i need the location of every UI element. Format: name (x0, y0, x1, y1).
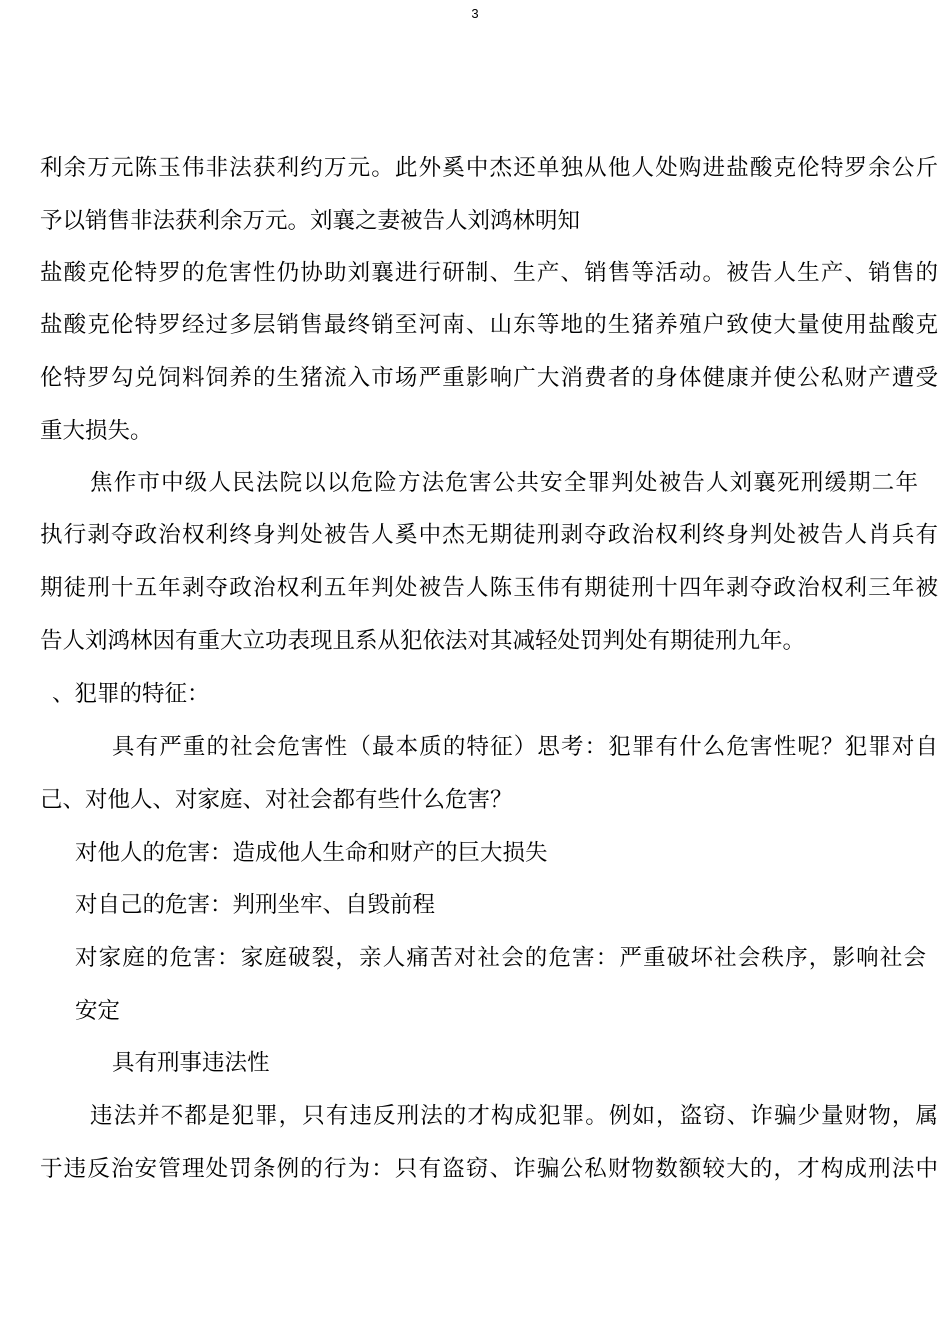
text-line: 执行剥夺政治权利终身判处被告人奚中杰无期徒刑剥夺政治权利终身判处被告人肖兵有 (40, 522, 938, 548)
text-line: 伦特罗勾兑饲料饲养的生猪流入市场严重影响广大消费者的身体健康并使公私财产遭受 (40, 365, 938, 391)
text-line: 告人刘鸿林因有重大立功表现且系从犯依法对其减轻处罚判处有期徒刑九年。 (40, 628, 806, 654)
text-line: 利余万元陈玉伟非法获利约万元。此外奚中杰还单独从他人处购进盐酸克伦特罗余公斤 (40, 155, 938, 181)
text-line: 己、对他人、对家庭、对社会都有些什么危害？ (40, 787, 513, 813)
text-line: 重大损失。 (40, 418, 153, 444)
text-line: 对家庭的危害：家庭破裂，亲人痛苦对社会的危害：严重破坏社会秩序，影响社会 (75, 945, 926, 971)
section-heading: 、犯罪的特征： (52, 681, 210, 707)
text-line: 期徒刑十五年剥夺政治权利五年判处被告人陈玉伟有期徒刑十四年剥夺政治权利三年被 (40, 575, 938, 601)
page-number: 3 (471, 6, 479, 21)
text-line: 对自己的危害：判刑坐牢、自毁前程 (75, 892, 436, 918)
text-line: 于违反治安管理处罚条例的行为：只有盗窃、诈骗公私财物数额较大的，才构成刑法中 (40, 1156, 938, 1182)
text-line: 予以销售非法获利余万元。刘襄之妻被告人刘鸿林明知 (40, 208, 581, 234)
text-line: 安定 (75, 998, 121, 1024)
text-line: 盐酸克伦特罗经过多层销售最终销至河南、山东等地的生猪养殖户致使大量使用盐酸克 (40, 312, 938, 338)
text-line: 对他人的危害：造成他人生命和财产的巨大损失 (75, 840, 548, 866)
text-line: 盐酸克伦特罗的危害性仍协助刘襄进行研制、生产、销售等活动。被告人生产、销售的 (40, 260, 938, 286)
section-heading: 具有刑事违法性 (112, 1050, 270, 1076)
text-line: 具有严重的社会危害性（最本质的特征）思考：犯罪有什么危害性呢？犯罪对自 (112, 734, 938, 760)
text-line: 违法并不都是犯罪，只有违反刑法的才构成犯罪。例如，盗窃、诈骗少量财物，属 (90, 1103, 938, 1129)
text-line: 焦作市中级人民法院以以危险方法危害公共安全罪判处被告人刘襄死刑缓期二年 (90, 470, 918, 496)
